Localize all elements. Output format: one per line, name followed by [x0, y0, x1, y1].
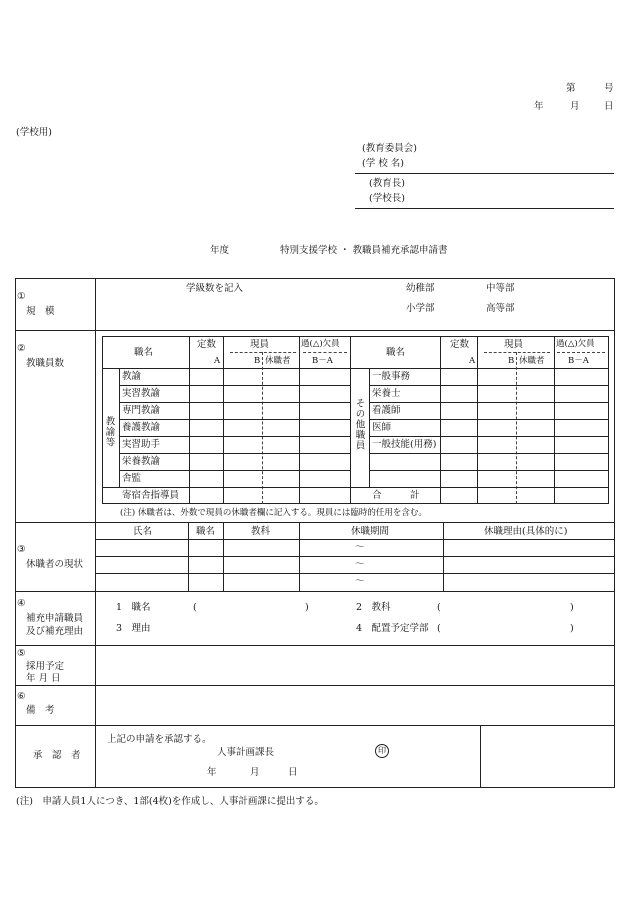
section-divider-1	[15, 330, 615, 331]
on-leave-divider-right	[516, 352, 517, 504]
number-suffix: 号	[604, 83, 614, 94]
section1-number: ①	[17, 291, 26, 302]
other-staff-group-label: その他職員	[353, 398, 365, 451]
approval-month-label: 月	[250, 767, 260, 778]
school-name-label: (学 校 名)	[362, 158, 404, 169]
section-divider-5	[15, 685, 615, 686]
item-department-paren-close: )	[570, 623, 574, 634]
staff-col-line	[223, 336, 224, 504]
position-header-left: 職名	[134, 347, 154, 358]
staff-col-line	[189, 336, 190, 504]
section6-number: ⑥	[17, 691, 26, 702]
section1-label: 規 模	[26, 306, 55, 317]
staff-row-line	[369, 419, 609, 420]
section4-label-line2: 及び補充理由	[26, 626, 84, 637]
date-year-label: 年	[534, 101, 544, 112]
position-cell: 専門教諭	[122, 405, 161, 416]
approver-section-label: 承 認 者	[33, 750, 81, 761]
staff-row-line	[369, 385, 609, 386]
position-cell: 看護師	[372, 405, 401, 416]
staff-col-line	[299, 336, 300, 504]
item-subject-paren-open: (	[437, 602, 441, 613]
staff-table-note: (注) 休職者は、外数で現員の休職者欄に記入する。現員には臨時的任用を含む。	[120, 508, 427, 518]
approver-title: 人事計画課長	[217, 747, 275, 758]
quota-sub-left: A	[214, 356, 221, 366]
quota-sub-right: A	[469, 356, 476, 366]
item-subject-paren-close: )	[570, 602, 574, 613]
current-header-dash-left	[230, 352, 296, 353]
diff-header-left: 過(△)欠員	[301, 339, 340, 349]
leave-period-mark: ～	[355, 576, 365, 587]
superintendent-label: (教育長)	[369, 178, 405, 189]
on-leave-divider-left	[262, 352, 263, 504]
leave-col-line	[299, 522, 300, 591]
staff-row-line	[119, 470, 350, 471]
leave-col-line	[443, 522, 444, 591]
section-divider-2	[15, 522, 615, 523]
staff-row-line	[102, 487, 350, 488]
addressee-underline-1	[355, 173, 614, 174]
leave-header-period: 休職期間	[351, 526, 390, 537]
diff-sub-right: B－A	[568, 356, 589, 366]
submission-footnote: (注) 申請人員1人につき、1部(4枚)を作成し、人事計画課に提出する。	[16, 796, 324, 807]
leave-period-mark: ～	[355, 542, 365, 553]
leave-col-line	[188, 522, 189, 591]
staff-col-line	[440, 336, 441, 504]
leave-row-line	[95, 539, 615, 540]
addressee-underline-2	[355, 208, 614, 209]
staff-row-line	[119, 402, 350, 403]
leave-header-position: 職名	[196, 526, 216, 537]
current-header-right: 現員	[504, 339, 524, 350]
position-cell: 医師	[372, 422, 392, 433]
section3-label: 休職者の現状	[26, 559, 84, 570]
position-cell: 養護教諭	[122, 422, 161, 433]
class-count-instruction: 学級数を記入	[186, 283, 244, 294]
position-cell: 栄養士	[372, 388, 401, 399]
leave-col-line	[223, 522, 224, 591]
position-header-right: 職名	[386, 347, 406, 358]
section-divider-3	[15, 591, 615, 592]
section-divider-6	[15, 725, 615, 726]
staff-row-line	[369, 470, 609, 471]
high-school-label: 高等部	[486, 303, 515, 314]
position-cell: 一般事務	[372, 371, 411, 382]
section3-number: ③	[17, 544, 26, 555]
current-header-left: 現員	[250, 339, 270, 350]
section4-label-line1: 補充申請職員	[26, 613, 84, 624]
staff-col-line	[554, 336, 555, 504]
board-label: (教育委員会)	[362, 143, 417, 154]
staff-col-line	[477, 336, 478, 504]
principal-label: (学校長)	[369, 193, 405, 204]
section5-number: ⑤	[17, 648, 26, 659]
position-cell: 実習助手	[122, 439, 161, 450]
document-title: 特別支援学校 ・ 教職員補充承認申請書	[280, 245, 448, 256]
teaching-staff-group-label: 教諭等	[103, 416, 115, 448]
diff-header-dash-left	[303, 352, 347, 353]
current-sub-right: B	[508, 356, 515, 366]
staff-row-line	[119, 436, 350, 437]
position-cell: 舎監	[122, 473, 142, 484]
section-divider-4	[15, 645, 615, 646]
leave-row-line	[95, 573, 615, 574]
staff-row-line	[350, 487, 609, 488]
elementary-label: 小学部	[406, 303, 435, 314]
middle-school-label: 中等部	[486, 283, 515, 294]
current-header-dash-right	[484, 352, 550, 353]
leave-header-reason: 休職理由(具体的に)	[484, 526, 568, 537]
staff-row-line	[119, 453, 350, 454]
diff-header-right: 過(△)欠員	[556, 339, 595, 349]
staff-col-line	[350, 336, 351, 504]
section5-label-line1: 採用予定	[26, 661, 65, 672]
item-reason-label: 3 理由	[116, 623, 151, 634]
leave-header-name: 氏名	[133, 526, 153, 537]
leave-period-mark: ～	[355, 559, 365, 570]
approval-year-label: 年	[207, 767, 217, 778]
kindergarten-label: 幼稚部	[406, 283, 435, 294]
section4-number: ④	[17, 598, 26, 609]
section2-number: ②	[17, 343, 26, 354]
staff-row-line	[369, 453, 609, 454]
school-use-label: (学校用)	[16, 127, 52, 138]
approval-statement: 上記の申請を承認する。	[107, 734, 212, 745]
staff-row-line	[119, 419, 350, 420]
on-leave-header-left: 休職者	[265, 356, 291, 366]
total-label: 合 計	[372, 490, 420, 501]
item-department-label: 4 配置予定学部	[356, 623, 429, 634]
date-month-label: 月	[570, 101, 580, 112]
date-day-label: 日	[604, 101, 614, 112]
label-column-divider	[95, 278, 96, 788]
position-cell: 実習教諭	[122, 388, 161, 399]
item-department-paren-open: (	[437, 623, 441, 634]
current-sub-left: B	[254, 356, 261, 366]
position-cell: 一般技能(用務)	[372, 439, 437, 450]
position-cell: 栄養教諭	[122, 456, 161, 467]
item-subject-label: 2 教科	[356, 602, 391, 613]
diff-sub-left: B－A	[312, 356, 333, 366]
number-label: 第	[566, 83, 576, 94]
on-leave-header-right: 休職者	[519, 356, 545, 366]
staff-table-header-bottom	[102, 368, 609, 369]
section6-label: 備 考	[26, 705, 55, 716]
approval-right-divider	[480, 725, 481, 788]
staff-row-line	[369, 402, 609, 403]
section5-label-line2: 年 月 日	[26, 673, 61, 684]
leave-row-line	[95, 556, 615, 557]
section2-label: 教職員数	[26, 358, 65, 369]
position-cell: 寄宿舎指導員	[122, 490, 180, 501]
item-position-paren-open: (	[193, 602, 197, 613]
seal-mark: 印	[375, 744, 389, 758]
staff-row-line	[369, 436, 609, 437]
fiscal-year-label: 年度	[210, 245, 230, 256]
leave-header-subject: 教科	[251, 526, 271, 537]
quota-header-right: 定数	[450, 339, 470, 350]
quota-header-left: 定数	[197, 339, 217, 350]
item-position-label: 1 職名	[116, 602, 151, 613]
item-position-paren-close: )	[305, 602, 309, 613]
diff-header-dash-right	[557, 352, 605, 353]
position-cell: 教諭	[122, 371, 142, 382]
staff-row-line	[119, 385, 350, 386]
approval-day-label: 日	[288, 767, 298, 778]
